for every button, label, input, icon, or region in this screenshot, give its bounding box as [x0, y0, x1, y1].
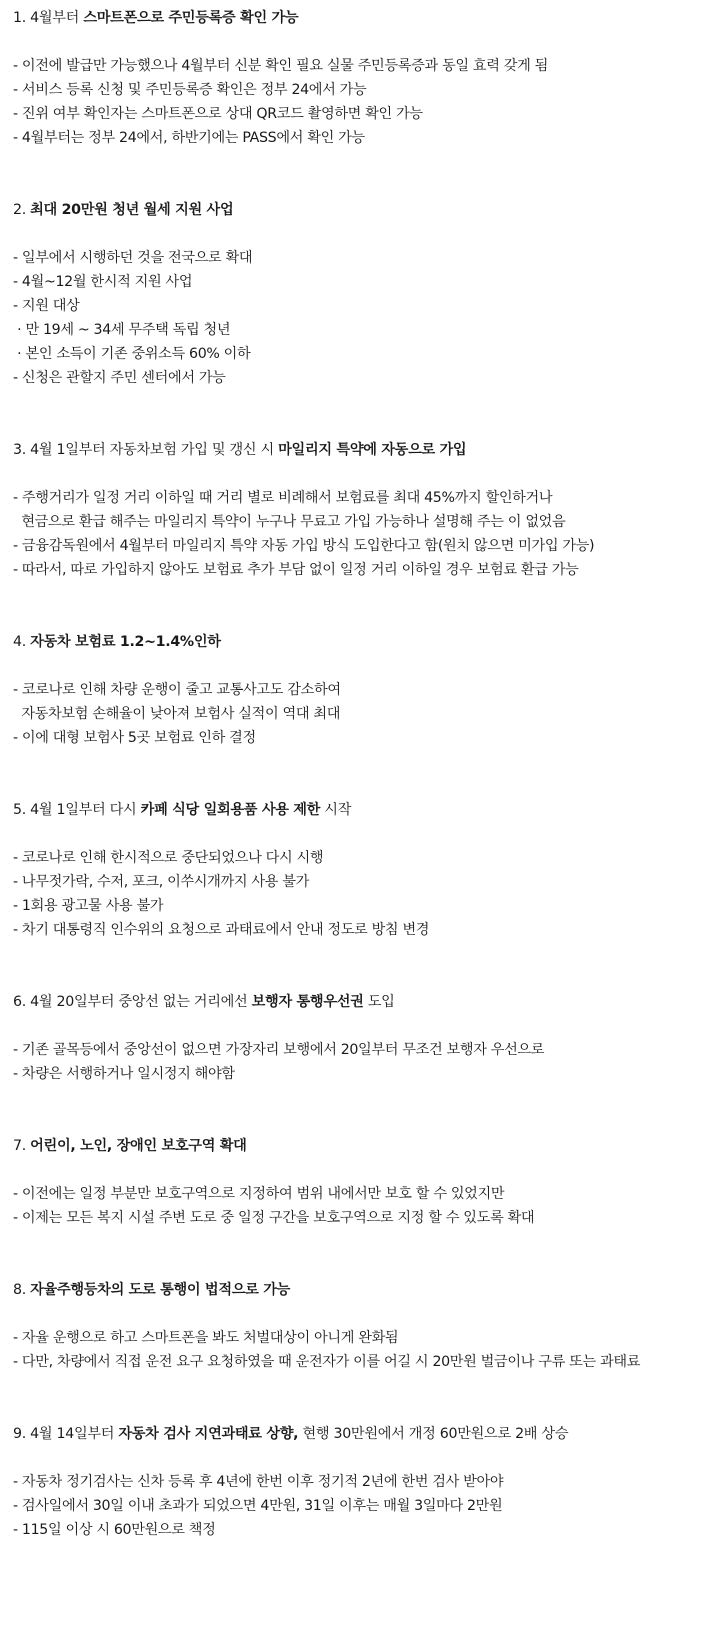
heading-text: 현행 30만원에서 개정 60만원으로 2배 상승 — [298, 1426, 569, 1442]
bullet-line: - 자동차 정기검사는 신차 등록 후 4년에 한번 이후 정기적 2년에 한번 검사 받아야 — [13, 1474, 504, 1490]
section-heading — [13, 1278, 726, 1302]
heading-text: 3. 4월 1일부터 자동차보험 가입 및 갱신 시 — [13, 442, 279, 458]
heading-text: 4. — [13, 634, 31, 650]
bullet-line: - 나무젓가락, 수저, 포크, 이쑤시개까지 사용 불가 — [13, 874, 309, 890]
heading-text: 9. 4월 14일부터 — [13, 1426, 119, 1442]
heading-text: 7. — [13, 1138, 31, 1154]
bullet-line: - 코로나로 인해 한시적으로 중단되었으나 다시 시행 — [13, 850, 324, 866]
heading-bold-text: 어린이, 노인, 장애인 보호구역 확대 — [30, 1138, 247, 1154]
section-heading — [13, 990, 726, 1014]
section-heading — [13, 1134, 726, 1158]
bullet-line: - 이전에는 일정 부분만 보호구역으로 지정하여 범위 내에서만 보호 할 수 있었지만 — [13, 1186, 505, 1202]
section-spacer — [13, 1230, 726, 1278]
section-8 — [13, 1278, 726, 1422]
heading-text: 6. 4월 20일부터 중앙선 없는 거리에선 — [13, 994, 252, 1010]
bullet-line: - 일부에서 시행하던 것을 전국으로 확대 — [13, 250, 253, 266]
section-9 — [13, 1422, 726, 1542]
heading-text: 5. 4월 1일부터 다시 — [13, 802, 141, 818]
heading-bold-text: 자동차 보험료 1.2~1.4%인하 — [30, 634, 221, 650]
heading-text: 시작 — [320, 802, 352, 818]
bullet-line: - 검사일에서 30일 이내 초과가 되었으면 4만원, 31일 이후는 매월 3일마다 2만원 — [13, 1498, 503, 1514]
heading-text: 도입 — [363, 994, 395, 1010]
bullet-line: - 금융감독원에서 4월부터 마일리지 특약 자동 가입 방식 도입한다고 함(원치 않으면 미가입 가능) — [13, 538, 595, 554]
heading-text: 1. 4월부터 — [13, 10, 84, 26]
section-spacer — [13, 390, 726, 438]
section-spacer — [13, 582, 726, 630]
bullet-line: - 다만, 차량에서 직접 운전 요구 요청하였을 때 운전자가 이를 어길 시 20만원 벌금이나 구류 또는 과태료 — [13, 1354, 641, 1370]
heading-bold-text: 카페 식당 일회용품 사용 제한 — [140, 802, 321, 818]
section-2 — [13, 198, 726, 438]
section-heading — [13, 630, 726, 654]
section-heading — [13, 438, 726, 462]
bullet-line: - 차량은 서행하거나 일시정지 해야함 — [13, 1066, 235, 1082]
bullet-line: - 차기 대통령직 인수위의 요청으로 과태료에서 안내 정도로 방침 변경 — [13, 922, 430, 938]
section-heading — [13, 6, 726, 30]
heading-bold-text: 최대 20만원 청년 월세 지원 사업 — [30, 202, 234, 218]
section-spacer — [13, 150, 726, 198]
section-spacer — [13, 1374, 726, 1422]
bullet-line: 현금으로 환급 해주는 마일리지 특약이 누구나 무료고 가입 가능하나 설명해 주는 이 없었음 — [13, 514, 566, 530]
section-1 — [13, 6, 726, 198]
bullet-line: - 진위 여부 확인자는 스마트폰으로 상대 QR코드 촬영하면 확인 가능 — [13, 106, 423, 122]
section-spacer — [13, 1086, 726, 1134]
bullet-line: - 1회용 광고물 사용 불가 — [13, 898, 164, 914]
bullet-line: - 이전에 발급만 가능했으나 4월부터 신분 확인 필요 실물 주민등록증과 동일 효력 갖게 됨 — [13, 58, 548, 74]
bullet-line: - 주행거리가 일정 거리 이하일 때 거리 별로 비례해서 보험료를 최대 45%까지 할인하거나 — [13, 490, 553, 506]
bullet-line: - 서비스 등록 신청 및 주민등록증 확인은 정부 24에서 가능 — [13, 82, 367, 98]
bullet-line: - 지원 대상 — [13, 298, 80, 314]
bullet-line: 자동차보험 손해율이 낮아져 보험사 실적이 역대 최대 — [13, 706, 341, 722]
section-heading — [13, 1422, 726, 1446]
section-6 — [13, 990, 726, 1134]
heading-text: 2. — [13, 202, 31, 218]
section-3 — [13, 438, 726, 630]
section-5 — [13, 798, 726, 990]
section-spacer — [13, 942, 726, 990]
heading-text: 8. — [13, 1282, 31, 1298]
bullet-line: - 이제는 모든 복지 시설 주변 도로 중 일정 구간을 보호구역으로 지정 할 수 있도록 확대 — [13, 1210, 535, 1226]
section-spacer — [13, 750, 726, 798]
bullet-line: - 코로나로 인해 차량 운행이 줄고 교통사고도 감소하여 — [13, 682, 341, 698]
heading-bold-text: 자율주행등차의 도로 통행이 법적으로 가능 — [30, 1282, 291, 1298]
section-heading — [13, 198, 726, 222]
bullet-line: - 4월~12월 한시적 지원 사업 — [13, 274, 193, 290]
heading-bold-text: 보행자 통행우선권 — [251, 994, 364, 1010]
bullet-line: · 만 19세 ~ 34세 무주택 독립 청년 — [13, 322, 231, 338]
section-7 — [13, 1134, 726, 1278]
bullet-line: - 이에 대형 보험사 5곳 보험료 인하 결정 — [13, 730, 256, 746]
bullet-line: - 신청은 관할지 주민 센터에서 가능 — [13, 370, 226, 386]
section-4 — [13, 630, 726, 798]
bullet-line: - 기존 골목등에서 중앙선이 없으면 가장자리 보행에서 20일부터 무조건 보행자 우선으로 — [13, 1042, 545, 1058]
bullet-line: · 본인 소득이 기존 중위소득 60% 이하 — [13, 346, 251, 362]
bullet-line: - 자율 운행으로 하고 스마트폰을 봐도 처벌대상이 아니게 완화됨 — [13, 1330, 399, 1346]
heading-bold-text: 마일리지 특약에 자동으로 가입 — [278, 442, 467, 458]
bullet-line: - 4월부터는 정부 24에서, 하반기에는 PASS에서 확인 가능 — [13, 130, 365, 146]
bullet-line: - 따라서, 따로 가입하지 않아도 보험료 추가 부담 없이 일정 거리 이하일 경우 보험료 환급 가능 — [13, 562, 579, 578]
heading-bold-text: 자동차 검사 지연과태료 상향, — [118, 1426, 299, 1442]
bullet-line: - 115일 이상 시 60만원으로 책정 — [13, 1522, 216, 1538]
section-heading — [13, 798, 726, 822]
heading-bold-text: 스마트폰으로 주민등록증 확인 가능 — [83, 10, 299, 26]
